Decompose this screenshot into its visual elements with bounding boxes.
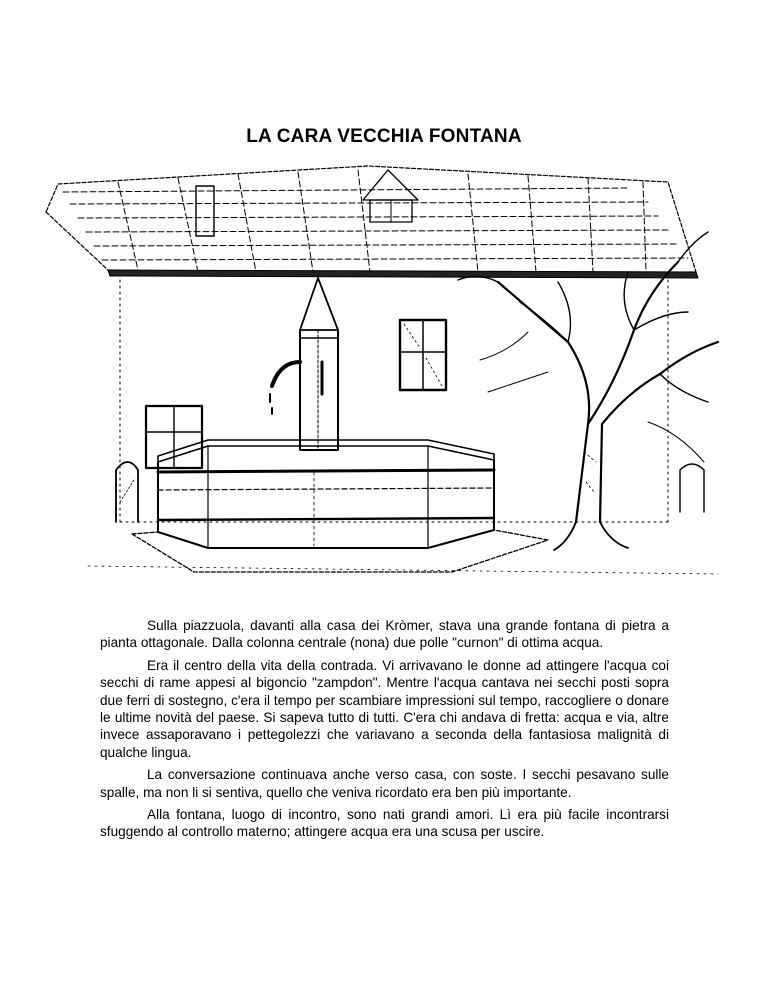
fountain-column [270,278,338,450]
right-door [680,464,704,512]
house-wall [120,280,668,522]
ground [88,566,718,574]
roof [46,166,698,278]
lower-window [146,406,202,468]
paragraph: Era il centro della vita della contrada. Vi arrivavano le donne ad attingere l'acqua coi secchi di rame appesi al bigoncio "zampdon". Mentre l'acqua cantava nei secchi posti sopra due ferri di sostegno, c'era il tempo per scambiare impressioni sul tempo, raccogliere o donare le ultime novità del paese. Si sapeva tutto di tutti. C'era chi andava di fretta: acqua e via, altre invece assaporavano i pettegolezzi che variavano a seconda della fantasiosa malignità di qualche lingua. [100,657,669,760]
page-title: LA CARA VECCHIA FONTANA [246,126,522,147]
paragraph: La conversazione continuava anche verso casa, con soste. I secchi pesavano sulle spalle, ma non li si sentiva, quello che veniva ricordato era ben più importante. [100,767,669,800]
fountain-illustration [28,162,738,590]
fountain-base [132,530,548,572]
article-text [100,617,669,846]
tree [458,232,718,550]
upper-window [400,320,446,390]
paragraph: Sulla piazzuola, davanti alla casa dei Kròmer, stava una grande fontana di pietra a pianta ottagonale. Dalla colonna centrale (nona) due polle "curnon" di ottima acqua. [100,618,669,651]
paragraph: Alla fontana, luogo di incontro, sono nati grandi amori. Lì era più facile incontrarsi sfuggendo al controllo materno; attingere acqua era una scusa per uscire. [100,807,669,840]
fountain-basin [158,440,494,548]
boundary-stone [116,462,138,522]
